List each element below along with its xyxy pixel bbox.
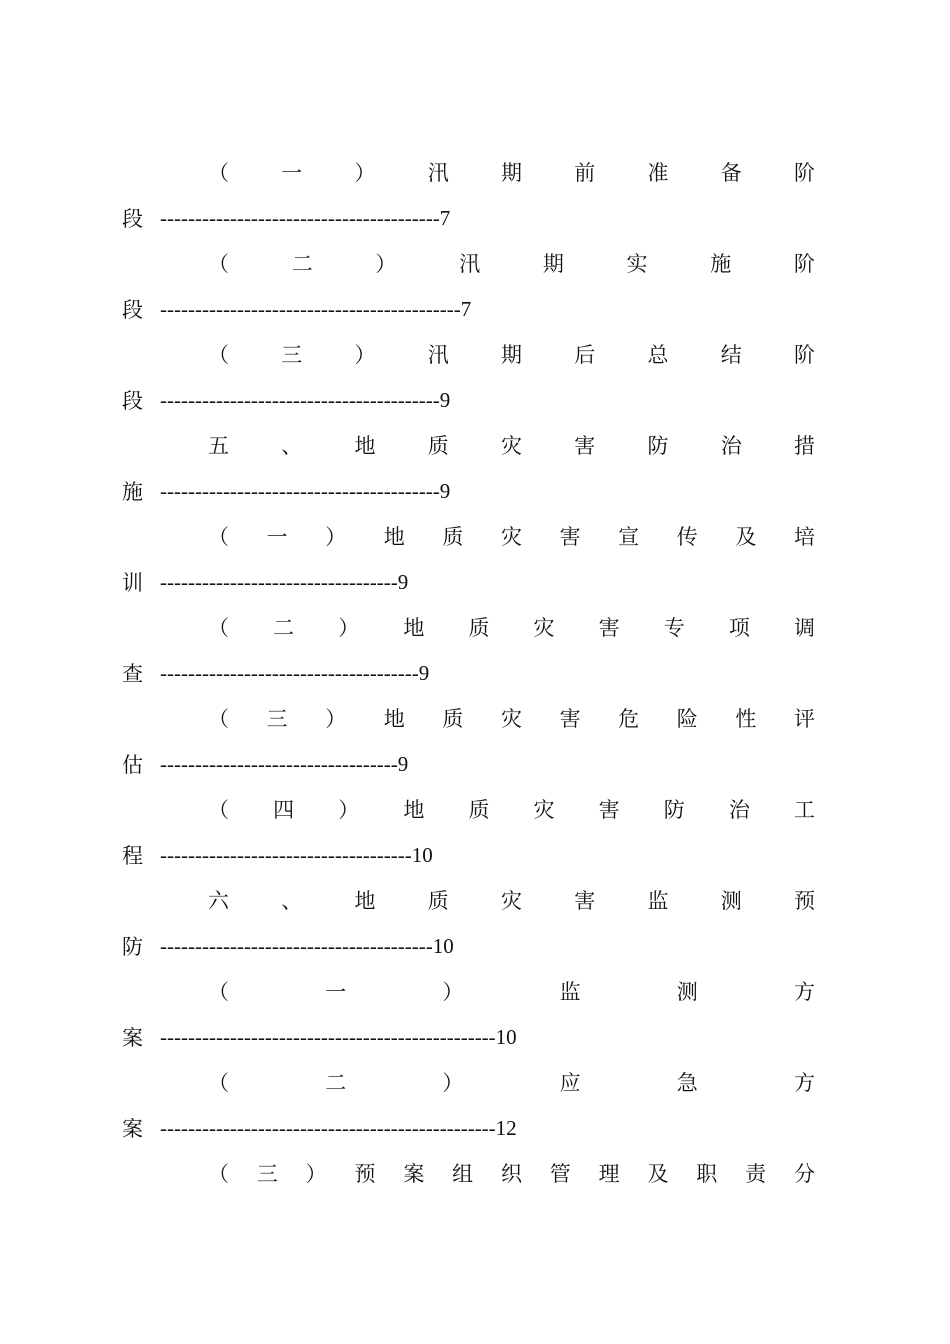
toc-heading-char: 害 — [559, 525, 581, 549]
toc-heading-char: 害 — [574, 889, 596, 913]
toc-entry[interactable] — [122, 1060, 815, 1151]
toc-heading-char: 二 — [291, 252, 313, 276]
toc-heading-char: 防 — [663, 798, 685, 822]
toc-page-number: 7 — [460, 296, 472, 321]
toc-heading-char: （ — [208, 980, 229, 1004]
toc-heading-char: 评 — [793, 707, 815, 731]
toc-heading-char: 一 — [281, 161, 303, 185]
toc-page-number: 10 — [432, 933, 454, 958]
toc-heading-last-char: 训 — [122, 571, 143, 595]
toc-heading-char: ） — [325, 707, 347, 731]
toc-heading-char: 质 — [427, 889, 449, 913]
toc-entry-heading-line — [208, 1060, 815, 1104]
toc-heading-char: 质 — [442, 525, 464, 549]
toc-heading-char: 一 — [266, 525, 288, 549]
toc-heading-last-char: 段 — [122, 207, 143, 231]
toc-heading-char: 地 — [383, 525, 405, 549]
toc-page-number: 10 — [495, 1024, 517, 1049]
toc-heading-char: 四 — [273, 798, 295, 822]
toc-heading-char: 预 — [354, 1162, 376, 1186]
toc-entry-heading-line — [208, 150, 815, 194]
toc-page-number: 7 — [439, 205, 451, 230]
toc-entry-heading-line — [208, 514, 815, 558]
toc-heading-char: （ — [208, 525, 229, 549]
toc-heading-char: 措 — [794, 434, 815, 458]
toc-heading-char: 监 — [559, 980, 581, 1004]
toc-heading-char: 结 — [720, 343, 742, 367]
toc-heading-char: 期 — [542, 252, 564, 276]
toc-heading-char: 急 — [676, 1071, 698, 1095]
toc-entry[interactable] — [122, 423, 815, 514]
toc-entry-leader-line — [122, 650, 815, 696]
toc-entry[interactable] — [122, 332, 815, 423]
toc-dot-leader: ------------------------------------- — [160, 660, 419, 685]
toc-entry-heading-line — [208, 787, 815, 831]
toc-heading-char: 责 — [745, 1162, 767, 1186]
toc-heading-last-char: 估 — [122, 753, 143, 777]
toc-dot-leader: ---------------------------------------- — [160, 205, 440, 230]
toc-entry-leader-line — [122, 377, 815, 423]
toc-heading-last-char: 查 — [122, 662, 143, 686]
toc-entry-heading-line — [208, 969, 815, 1013]
toc-heading-char: ） — [442, 1071, 464, 1095]
toc-heading-char: 三 — [281, 343, 303, 367]
toc-heading-char: 地 — [403, 798, 425, 822]
toc-dot-leader: ---------------------------------- — [160, 569, 398, 594]
toc-heading-char: 应 — [559, 1071, 581, 1095]
toc-entry-leader-line — [122, 741, 815, 787]
toc-heading-char: 培 — [793, 525, 815, 549]
toc-heading-char: 治 — [728, 798, 750, 822]
toc-entry-leader-line — [122, 832, 815, 878]
toc-heading-char: （ — [208, 616, 229, 640]
toc-heading-char: 灾 — [500, 707, 522, 731]
toc-entry[interactable] — [122, 969, 815, 1060]
toc-entry[interactable] — [122, 241, 815, 332]
toc-entry-leader-line — [122, 1014, 815, 1060]
toc-heading-char: （ — [208, 707, 229, 731]
toc-heading-char: 汛 — [459, 252, 481, 276]
toc-heading-char: 监 — [647, 889, 669, 913]
toc-heading-char: 汛 — [427, 161, 449, 185]
toc-heading-char: 质 — [442, 707, 464, 731]
toc-heading-char: 施 — [710, 252, 732, 276]
toc-heading-char: 备 — [720, 161, 742, 185]
toc-heading-char: （ — [208, 252, 229, 276]
toc-heading-char: ） — [305, 1162, 327, 1186]
table-of-contents — [122, 150, 815, 1195]
toc-heading-char: 害 — [574, 434, 596, 458]
toc-heading-char: 危 — [618, 707, 640, 731]
toc-dot-leader: ------------------------------------------- — [160, 296, 461, 321]
toc-heading-char: 总 — [647, 343, 669, 367]
toc-entry-heading-line — [208, 696, 815, 740]
toc-heading-char: 防 — [647, 434, 669, 458]
toc-heading-char: 管 — [549, 1162, 571, 1186]
toc-page-number: 9 — [439, 478, 451, 503]
toc-page-number: 9 — [418, 660, 430, 685]
toc-heading-char: 准 — [647, 161, 669, 185]
toc-heading-char: 调 — [793, 616, 815, 640]
toc-entry-heading-line — [208, 241, 815, 285]
toc-entry[interactable] — [122, 787, 815, 878]
toc-heading-char: 传 — [676, 525, 698, 549]
toc-heading-char: 方 — [793, 980, 815, 1004]
toc-heading-char: 害 — [598, 616, 620, 640]
toc-heading-char: 分 — [793, 1162, 815, 1186]
toc-heading-char: 案 — [403, 1162, 425, 1186]
toc-dot-leader: ------------------------------------ — [160, 842, 412, 867]
toc-heading-char: 二 — [325, 1071, 347, 1095]
toc-heading-char: ） — [442, 980, 464, 1004]
toc-page-number: 9 — [397, 569, 409, 594]
toc-heading-char: 理 — [598, 1162, 620, 1186]
toc-heading-char: 及 — [647, 1162, 669, 1186]
toc-heading-char: 项 — [728, 616, 750, 640]
toc-heading-char: 质 — [468, 798, 490, 822]
toc-heading-char: 地 — [354, 434, 376, 458]
toc-heading-char: 阶 — [793, 252, 815, 276]
toc-heading-char: 、 — [281, 434, 303, 458]
toc-entry-leader-line — [122, 559, 815, 605]
toc-heading-char: 二 — [273, 616, 295, 640]
toc-heading-char: 害 — [559, 707, 581, 731]
toc-heading-char: 阶 — [794, 343, 815, 367]
toc-heading-char: 一 — [325, 980, 347, 1004]
toc-heading-char: 灾 — [500, 525, 522, 549]
toc-heading-char: ） — [354, 343, 376, 367]
toc-heading-char: 害 — [598, 798, 620, 822]
toc-dot-leader: ------------------------------------------------ — [160, 1115, 496, 1140]
toc-entry-heading-line — [208, 878, 815, 922]
toc-entry-heading-line — [208, 332, 815, 376]
toc-heading-last-char: 段 — [122, 389, 143, 413]
toc-heading-char: ） — [338, 798, 360, 822]
toc-entry-heading-line — [208, 605, 815, 649]
toc-dot-leader: --------------------------------------- — [160, 933, 433, 958]
toc-dot-leader: ---------------------------------- — [160, 751, 398, 776]
toc-heading-char: 性 — [735, 707, 757, 731]
toc-heading-char: 阶 — [794, 161, 815, 185]
toc-entry[interactable] — [122, 696, 815, 787]
toc-heading-last-char: 案 — [122, 1026, 143, 1050]
toc-entry[interactable] — [122, 514, 815, 605]
toc-heading-char: 及 — [735, 525, 757, 549]
toc-heading-char: 工 — [793, 798, 815, 822]
toc-heading-char: 质 — [427, 434, 449, 458]
toc-heading-char: 汛 — [427, 343, 449, 367]
toc-heading-char: 治 — [720, 434, 742, 458]
toc-dot-leader: ---------------------------------------- — [160, 387, 440, 412]
toc-heading-last-char: 段 — [122, 298, 143, 322]
toc-heading-char: 织 — [500, 1162, 522, 1186]
toc-heading-char: ） — [375, 252, 397, 276]
toc-heading-char: 前 — [574, 161, 596, 185]
toc-heading-char: 专 — [663, 616, 685, 640]
toc-heading-last-char: 程 — [122, 844, 143, 868]
toc-heading-char: 测 — [676, 980, 698, 1004]
toc-heading-last-char: 案 — [122, 1117, 143, 1141]
toc-heading-char: ） — [325, 525, 347, 549]
toc-page-number: 12 — [495, 1115, 517, 1140]
toc-heading-char: （ — [208, 1162, 229, 1186]
toc-heading-char: 灾 — [533, 798, 555, 822]
toc-entry[interactable] — [122, 878, 815, 969]
toc-heading-char: 组 — [452, 1162, 474, 1186]
toc-page-number: 9 — [439, 387, 451, 412]
toc-entry-heading-line — [208, 423, 815, 467]
toc-heading-char: 职 — [696, 1162, 718, 1186]
toc-heading-char: 灾 — [501, 889, 522, 913]
toc-heading-char: 五 — [208, 434, 229, 458]
toc-heading-char: 、 — [281, 889, 303, 913]
toc-heading-char: 三 — [256, 1162, 278, 1186]
toc-heading-char: 测 — [720, 889, 742, 913]
toc-heading-char: 方 — [793, 1071, 815, 1095]
toc-page-number: 10 — [411, 842, 433, 867]
toc-heading-char: 实 — [626, 252, 648, 276]
toc-heading-char: 地 — [354, 889, 376, 913]
toc-heading-char: 三 — [266, 707, 288, 731]
toc-dot-leader: ---------------------------------------- — [160, 478, 440, 503]
toc-entry-leader-line — [122, 195, 815, 241]
toc-heading-char: （ — [208, 798, 229, 822]
toc-heading-char: （ — [208, 1071, 229, 1095]
toc-heading-char: ） — [338, 616, 360, 640]
toc-page-number: 9 — [397, 751, 409, 776]
toc-heading-char: 灾 — [501, 434, 522, 458]
toc-heading-char: （ — [208, 161, 229, 185]
toc-entry-leader-line — [122, 923, 815, 969]
toc-heading-char: 期 — [501, 161, 522, 185]
toc-entry-leader-line — [122, 1105, 815, 1151]
toc-heading-char: 宣 — [618, 525, 640, 549]
toc-heading-last-char: 防 — [122, 935, 143, 959]
toc-heading-char: ） — [354, 161, 376, 185]
toc-heading-char: 地 — [383, 707, 405, 731]
toc-entry[interactable] — [122, 605, 815, 696]
toc-entry-leader-line — [122, 286, 815, 332]
toc-heading-char: 质 — [468, 616, 490, 640]
toc-entry-heading-line — [208, 1151, 815, 1195]
toc-heading-char: （ — [208, 343, 229, 367]
toc-dot-leader: ------------------------------------------------ — [160, 1024, 496, 1049]
toc-heading-char: 险 — [676, 707, 698, 731]
toc-heading-char: 地 — [403, 616, 425, 640]
toc-heading-char: 后 — [574, 343, 596, 367]
toc-heading-char: 期 — [501, 343, 522, 367]
toc-heading-last-char: 施 — [122, 480, 143, 504]
toc-heading-char: 灾 — [533, 616, 555, 640]
toc-entry[interactable] — [122, 150, 815, 241]
toc-heading-char: 六 — [208, 889, 229, 913]
toc-heading-char: 预 — [794, 889, 815, 913]
toc-entry-leader-line — [122, 468, 815, 514]
toc-entry-partial[interactable] — [122, 1151, 815, 1195]
